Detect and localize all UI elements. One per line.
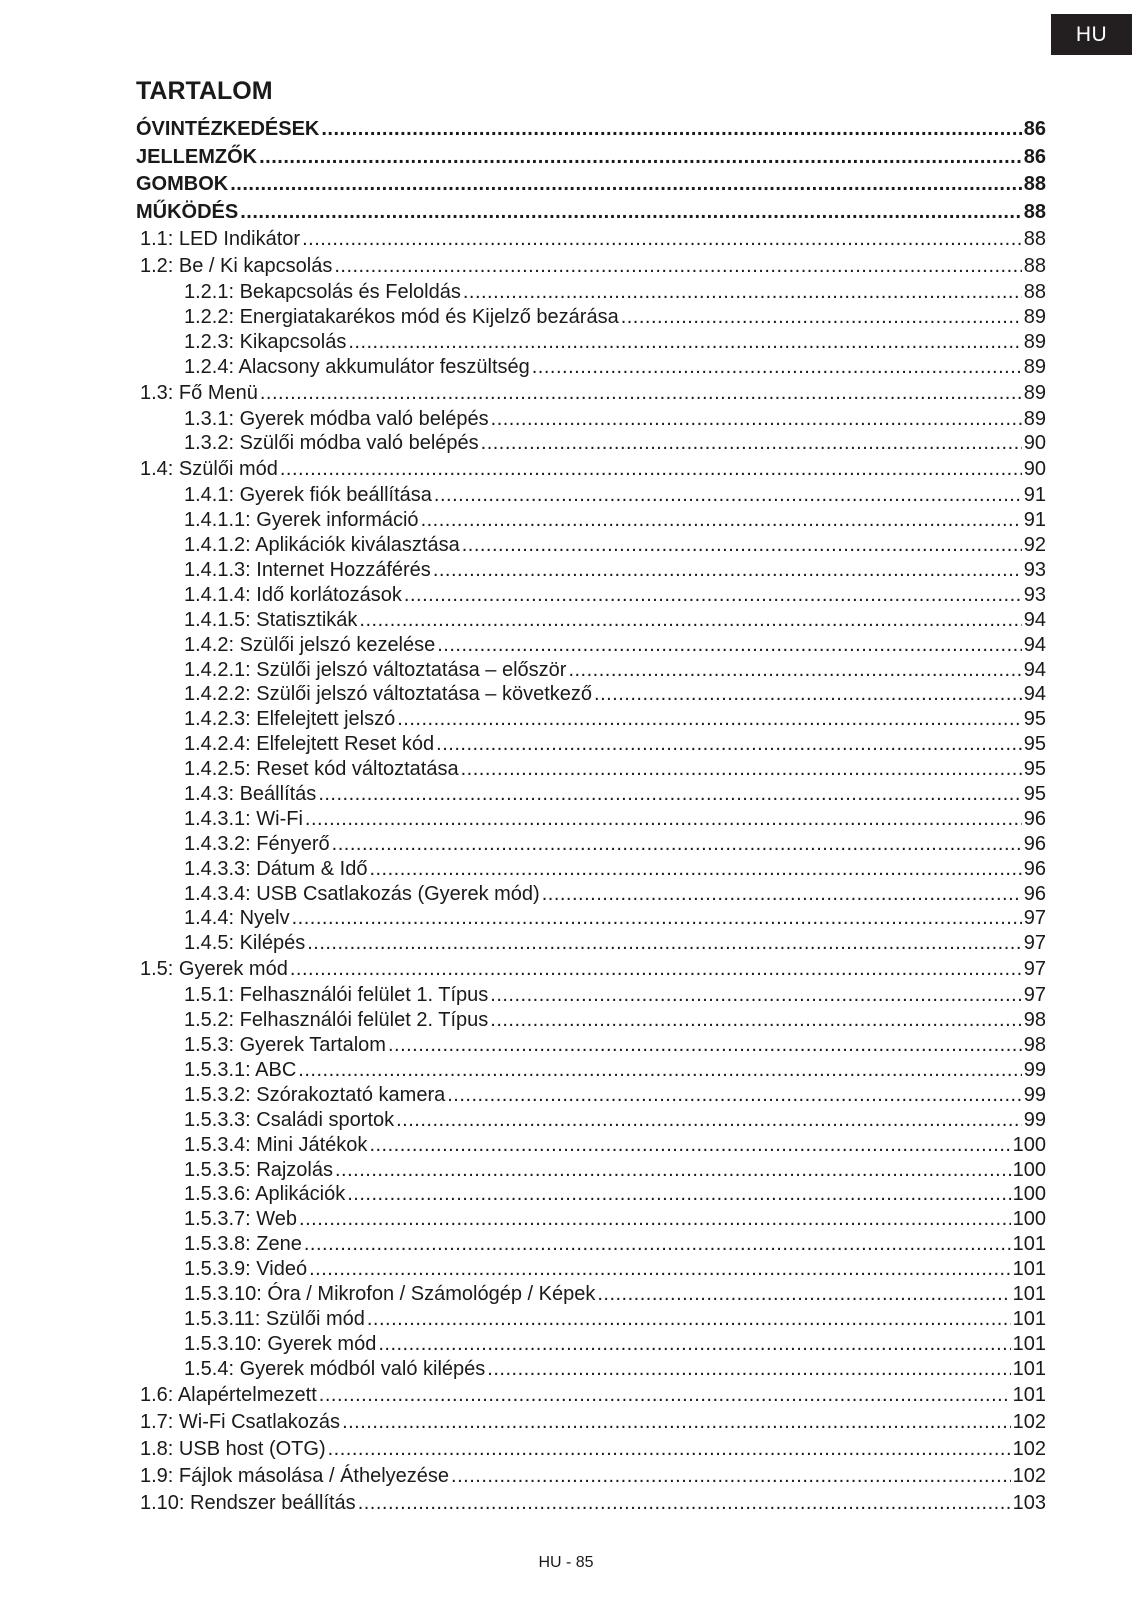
toc-entry-page: 102 bbox=[1012, 1437, 1046, 1460]
dot-leader bbox=[328, 1436, 1011, 1463]
toc-entry-page: 93 bbox=[1023, 583, 1046, 606]
toc-entry-label: 1.4.2.4: Elfelejtett Reset kód bbox=[184, 733, 435, 756]
dot-leader bbox=[451, 1463, 1011, 1490]
toc-entry[interactable] bbox=[136, 226, 1046, 253]
toc-entry[interactable] bbox=[136, 983, 1046, 1008]
toc-entry-page: 88 bbox=[1023, 173, 1046, 195]
toc-entry-page: 98 bbox=[1023, 1034, 1046, 1057]
toc-entry-label: 1.4.1.5: Statisztikák bbox=[184, 608, 358, 631]
toc-entry[interactable] bbox=[136, 931, 1046, 956]
toc-entry[interactable] bbox=[136, 407, 1046, 432]
toc-entry-label: 1.4.2.2: Szülői jelszó változtatása – következő bbox=[184, 683, 593, 706]
dot-leader bbox=[359, 608, 1021, 633]
toc-entry[interactable] bbox=[136, 355, 1046, 380]
toc-entry-page: 86 bbox=[1023, 118, 1046, 140]
dot-leader bbox=[462, 533, 1022, 558]
dot-leader bbox=[463, 280, 1022, 305]
dot-leader bbox=[447, 1083, 1022, 1108]
toc-entry-page: 89 bbox=[1023, 330, 1046, 353]
toc-entry[interactable] bbox=[136, 732, 1046, 757]
toc-entry[interactable] bbox=[136, 1232, 1046, 1257]
toc-entry[interactable] bbox=[136, 956, 1046, 983]
dot-leader bbox=[597, 1282, 1010, 1307]
dot-leader bbox=[461, 757, 1022, 782]
dot-leader bbox=[388, 1033, 1022, 1058]
toc-entry-label: 1.4.3: Beállítás bbox=[184, 783, 317, 806]
toc-entry[interactable] bbox=[136, 782, 1046, 807]
toc-entry-page: 97 bbox=[1023, 958, 1046, 981]
toc-entry[interactable] bbox=[136, 508, 1046, 533]
dot-leader bbox=[378, 1332, 1010, 1357]
toc-entry-page: 102 bbox=[1012, 1464, 1046, 1487]
toc-entry-page: 88 bbox=[1023, 281, 1046, 303]
toc-entry[interactable] bbox=[136, 1008, 1046, 1033]
toc-entry-page: 97 bbox=[1023, 907, 1046, 930]
toc-entry[interactable] bbox=[136, 906, 1046, 931]
toc-entry-page: 102 bbox=[1012, 1410, 1046, 1433]
dot-leader bbox=[240, 199, 1022, 227]
toc-entry[interactable] bbox=[136, 1207, 1046, 1232]
toc-entry-label: 1.4: Szülői mód bbox=[140, 458, 278, 481]
dot-leader bbox=[433, 558, 1022, 583]
toc-entry[interactable] bbox=[136, 1182, 1046, 1207]
toc-entry-label: 1.5.3.10: Óra / Mikrofon / Számológép / Képek bbox=[184, 1282, 596, 1305]
toc-entry[interactable] bbox=[136, 707, 1046, 732]
toc-entry-label: 1.5.3.9: Videó bbox=[184, 1258, 308, 1281]
dot-leader bbox=[621, 305, 1022, 330]
toc-entry[interactable] bbox=[136, 1307, 1046, 1332]
dot-leader bbox=[305, 807, 1022, 832]
toc-entry-page: 90 bbox=[1023, 458, 1046, 481]
toc-entry-page: 95 bbox=[1023, 758, 1046, 781]
toc-entry[interactable] bbox=[136, 1357, 1046, 1382]
toc-entry-label: ÓVINTÉZKEDÉSEK bbox=[136, 118, 320, 140]
page-number: HU - 85 bbox=[538, 1554, 594, 1571]
toc-entry-page: 103 bbox=[1012, 1491, 1046, 1514]
toc-entry-page: 101 bbox=[1012, 1383, 1046, 1406]
toc-entry-page: 95 bbox=[1023, 733, 1046, 756]
dot-leader bbox=[347, 1182, 1010, 1207]
dot-leader bbox=[490, 983, 1021, 1008]
toc-entry-label: 1.1: LED Indikátor bbox=[140, 228, 301, 250]
toc-entry-page: 96 bbox=[1023, 807, 1046, 830]
toc-entry-page: 99 bbox=[1023, 1083, 1046, 1106]
toc-entry-page: 101 bbox=[1012, 1357, 1046, 1380]
toc-entry[interactable] bbox=[136, 682, 1046, 707]
toc-entry-page: 89 bbox=[1023, 407, 1046, 430]
toc-entry-label: 1.5.3.5: Rajzolás bbox=[184, 1158, 333, 1181]
toc-entry[interactable] bbox=[136, 857, 1046, 882]
dot-leader bbox=[404, 583, 1022, 608]
dot-leader bbox=[260, 380, 1022, 407]
toc-entry-label: 1.4.3.2: Fényerő bbox=[184, 832, 330, 855]
dot-leader bbox=[568, 658, 1021, 683]
dot-leader bbox=[436, 732, 1022, 757]
toc-entry-page: 101 bbox=[1012, 1258, 1046, 1281]
dot-leader bbox=[594, 682, 1022, 707]
toc-entry[interactable] bbox=[136, 757, 1046, 782]
dot-leader bbox=[490, 1008, 1021, 1033]
dot-leader bbox=[487, 1357, 1010, 1382]
dot-leader bbox=[290, 956, 1022, 983]
toc-entry[interactable] bbox=[136, 483, 1046, 508]
toc-entry[interactable] bbox=[136, 1257, 1046, 1282]
toc-entry-label: 1.4.1.3: Internet Hozzáférés bbox=[184, 559, 431, 582]
toc-entry-page: 89 bbox=[1023, 305, 1046, 328]
dot-leader bbox=[321, 116, 1021, 144]
dot-leader bbox=[280, 456, 1022, 483]
toc-entry-label: 1.4.2.1: Szülői jelszó változtatása – először bbox=[184, 658, 567, 681]
toc-entry-label: 1.4.5: Kilépés bbox=[184, 932, 306, 955]
toc-entry[interactable] bbox=[136, 1436, 1046, 1463]
toc-entry-page: 93 bbox=[1023, 559, 1046, 582]
dot-leader bbox=[307, 931, 1022, 956]
toc-entry[interactable] bbox=[136, 633, 1046, 658]
toc-entry-label: 1.5.1: Felhasználói felület 1. Típus bbox=[184, 984, 489, 1007]
dot-leader bbox=[437, 633, 1022, 658]
toc-entry-page: 94 bbox=[1023, 608, 1046, 631]
toc-entry-page: 96 bbox=[1023, 882, 1046, 905]
toc-entry[interactable] bbox=[136, 305, 1046, 330]
toc-entry[interactable] bbox=[136, 882, 1046, 907]
toc-entry-label: 1.4.1.1: Gyerek információ bbox=[184, 509, 419, 532]
toc-entry-label: 1.2.2: Energiatakarékos mód és Kijelző bezárása bbox=[184, 305, 619, 328]
toc-entry-label: JELLEMZŐK bbox=[136, 145, 258, 168]
toc-entry[interactable] bbox=[136, 144, 1046, 172]
toc-entry[interactable] bbox=[136, 1108, 1046, 1133]
dot-leader bbox=[397, 707, 1022, 732]
toc-entry[interactable] bbox=[136, 199, 1046, 227]
toc-entry-page: 101 bbox=[1012, 1332, 1046, 1355]
page-title: TARTALOM bbox=[136, 77, 273, 105]
dot-leader bbox=[367, 1307, 1011, 1332]
toc-entry[interactable] bbox=[136, 380, 1046, 407]
toc-entry-page: 92 bbox=[1023, 534, 1046, 557]
toc-entry[interactable] bbox=[136, 608, 1046, 633]
toc-entry-label: 1.7: Wi-Fi Csatlakozás bbox=[140, 1410, 341, 1433]
toc-entry-label: 1.10: Rendszer beállítás bbox=[140, 1491, 356, 1514]
toc-entry[interactable] bbox=[136, 1282, 1046, 1307]
toc-entry-label: 1.5.3.1: ABC bbox=[184, 1058, 297, 1081]
dot-leader bbox=[491, 407, 1022, 432]
toc-entry-label: 1.5.3.11: Szülői mód bbox=[184, 1307, 365, 1330]
toc-entry-page: 94 bbox=[1023, 633, 1046, 656]
toc-entry[interactable] bbox=[136, 1158, 1046, 1183]
toc-entry-page: 94 bbox=[1023, 683, 1046, 706]
toc-entry-label: 1.3.2: Szülői módba való belépés bbox=[184, 432, 479, 455]
toc-entry-label: 1.5.3.6: Aplikációk bbox=[184, 1183, 346, 1206]
dot-leader bbox=[421, 508, 1022, 533]
toc-entry-label: 1.4.2.5: Reset kód változtatása bbox=[184, 758, 459, 781]
toc-entry-page: 101 bbox=[1012, 1233, 1046, 1256]
toc-entry-page: 98 bbox=[1023, 1009, 1046, 1032]
toc-entry-label: 1.4.3.3: Dátum & Idő bbox=[184, 857, 368, 880]
dot-leader bbox=[532, 355, 1022, 380]
toc-entry-page: 95 bbox=[1023, 783, 1046, 806]
toc-entry-label: 1.9: Fájlok másolása / Áthelyezése bbox=[140, 1464, 450, 1487]
toc-entry-label: 1.5.3.7: Web bbox=[184, 1208, 298, 1231]
toc-entry-label: 1.4.3.4: USB Csatlakozás (Gyerek mód) bbox=[184, 882, 540, 905]
dot-leader bbox=[259, 144, 1022, 172]
toc-entry[interactable] bbox=[136, 1332, 1046, 1357]
dot-leader bbox=[230, 171, 1022, 199]
dot-leader bbox=[309, 1257, 1011, 1282]
dot-leader bbox=[319, 1382, 1011, 1409]
toc-entry-label: 1.4.1: Gyerek fiók beállítása bbox=[184, 484, 432, 507]
toc-entry[interactable] bbox=[136, 583, 1046, 608]
toc-entry-label: 1.2.4: Alacsony akkumulátor feszültség bbox=[184, 355, 530, 378]
toc-entry-label: 1.2.3: Kikapcsolás bbox=[184, 330, 347, 353]
dot-leader bbox=[318, 782, 1021, 807]
toc-entry-label: 1.8: USB host (OTG) bbox=[140, 1437, 326, 1460]
toc-entry-page: 88 bbox=[1023, 200, 1046, 223]
toc-entry-label: 1.5: Gyerek mód bbox=[140, 958, 288, 981]
dot-leader bbox=[334, 253, 1021, 280]
toc-entry-page: 89 bbox=[1023, 381, 1046, 404]
dot-leader bbox=[304, 1232, 1011, 1257]
toc-entry[interactable] bbox=[136, 253, 1046, 280]
toc-entry[interactable] bbox=[136, 116, 1046, 144]
toc-entry-label: 1.3.1: Gyerek módba való belépés bbox=[184, 407, 489, 430]
toc-entry-page: 90 bbox=[1023, 432, 1046, 455]
dot-leader bbox=[302, 226, 1022, 253]
toc-entry[interactable] bbox=[136, 807, 1046, 832]
table-of-contents bbox=[136, 116, 1046, 1517]
toc-entry-label: 1.4.1.4: Idő korlátozások bbox=[184, 583, 402, 606]
dot-leader bbox=[292, 906, 1022, 931]
toc-entry-label: 1.2.1: Bekapcsolás és Feloldás bbox=[184, 281, 461, 303]
dot-leader bbox=[348, 330, 1021, 355]
toc-entry-page: 95 bbox=[1023, 708, 1046, 731]
toc-entry-label: 1.3: Fő Menü bbox=[140, 381, 258, 404]
toc-entry[interactable] bbox=[136, 1490, 1046, 1517]
toc-entry[interactable] bbox=[136, 431, 1046, 456]
dot-leader bbox=[369, 857, 1021, 882]
language-tab: HU bbox=[1051, 14, 1132, 55]
dot-leader bbox=[335, 1158, 1011, 1183]
toc-entry-label: 1.4.4: Nyelv bbox=[184, 907, 290, 930]
toc-entry[interactable] bbox=[136, 1382, 1046, 1409]
toc-entry-page: 100 bbox=[1012, 1183, 1046, 1206]
dot-leader bbox=[342, 1409, 1011, 1436]
toc-entry-label: 1.4.3.1: Wi-Fi bbox=[184, 807, 303, 830]
dot-leader bbox=[434, 483, 1022, 508]
toc-entry-label: 1.5.3.4: Mini Játékok bbox=[184, 1133, 368, 1156]
toc-entry-label: 1.4.2: Szülői jelszó kezelése bbox=[184, 633, 436, 656]
toc-entry[interactable] bbox=[136, 330, 1046, 355]
toc-entry-page: 86 bbox=[1023, 145, 1046, 168]
toc-entry-page: 97 bbox=[1023, 932, 1046, 955]
toc-entry-label: 1.4.1.2: Aplikációk kiválasztása bbox=[184, 534, 460, 557]
toc-entry-page: 101 bbox=[1012, 1307, 1046, 1330]
toc-entry-label: MŰKÖDÉS bbox=[136, 200, 239, 223]
toc-entry-page: 101 bbox=[1012, 1282, 1046, 1305]
toc-entry-page: 88 bbox=[1023, 228, 1046, 250]
toc-entry-page: 89 bbox=[1023, 355, 1046, 378]
toc-entry[interactable] bbox=[136, 1133, 1046, 1158]
toc-entry[interactable] bbox=[136, 280, 1046, 305]
toc-entry[interactable] bbox=[136, 171, 1046, 199]
dot-leader bbox=[358, 1490, 1011, 1517]
toc-entry-label: GOMBOK bbox=[136, 173, 229, 195]
toc-entry-page: 97 bbox=[1023, 984, 1046, 1007]
toc-entry-label: 1.4.2.3: Elfelejtett jelszó bbox=[184, 708, 396, 731]
toc-entry-label: 1.5.3.8: Zene bbox=[184, 1233, 302, 1256]
toc-entry-label: 1.5.4: Gyerek módból való kilépés bbox=[184, 1357, 486, 1380]
dot-leader bbox=[332, 832, 1022, 857]
toc-entry[interactable] bbox=[136, 558, 1046, 583]
dot-leader bbox=[299, 1207, 1011, 1232]
toc-entry-page: 96 bbox=[1023, 857, 1046, 880]
toc-entry-label: 1.5.3.3: Családi sportok bbox=[184, 1108, 395, 1131]
dot-leader bbox=[542, 882, 1022, 907]
toc-entry[interactable] bbox=[136, 1083, 1046, 1108]
toc-entry-page: 94 bbox=[1023, 658, 1046, 681]
toc-entry[interactable] bbox=[136, 1463, 1046, 1490]
toc-entry-page: 96 bbox=[1023, 832, 1046, 855]
toc-entry[interactable] bbox=[136, 1033, 1046, 1058]
toc-entry[interactable] bbox=[136, 533, 1046, 558]
toc-entry-label: 1.5.3.2: Szórakoztató kamera bbox=[184, 1083, 446, 1106]
toc-entry-label: 1.6: Alapértelmezett bbox=[140, 1383, 317, 1406]
toc-entry-page: 88 bbox=[1023, 255, 1046, 277]
toc-entry[interactable] bbox=[136, 658, 1046, 683]
toc-entry-label: 1.5.3.10: Gyerek mód bbox=[184, 1332, 377, 1355]
toc-entry-page: 100 bbox=[1012, 1158, 1046, 1181]
toc-entry-page: 100 bbox=[1012, 1208, 1046, 1231]
toc-entry[interactable] bbox=[136, 832, 1046, 857]
toc-entry[interactable] bbox=[136, 1409, 1046, 1436]
toc-entry-page: 91 bbox=[1023, 509, 1046, 532]
toc-entry-label: 1.2: Be / Ki kapcsolás bbox=[140, 255, 333, 277]
toc-entry-page: 91 bbox=[1023, 484, 1046, 507]
toc-entry[interactable] bbox=[136, 1058, 1046, 1083]
toc-entry-page: 99 bbox=[1023, 1058, 1046, 1081]
dot-leader bbox=[481, 431, 1022, 456]
toc-entry-label: 1.5.2: Felhasználói felület 2. Típus bbox=[184, 1009, 489, 1032]
dot-leader bbox=[369, 1133, 1010, 1158]
toc-entry-label: 1.5.3: Gyerek Tartalom bbox=[184, 1034, 386, 1057]
dot-leader bbox=[298, 1058, 1021, 1083]
dot-leader bbox=[396, 1108, 1022, 1133]
toc-entry[interactable] bbox=[136, 456, 1046, 483]
toc-entry-page: 100 bbox=[1012, 1133, 1046, 1156]
toc-entry-page: 99 bbox=[1023, 1108, 1046, 1131]
